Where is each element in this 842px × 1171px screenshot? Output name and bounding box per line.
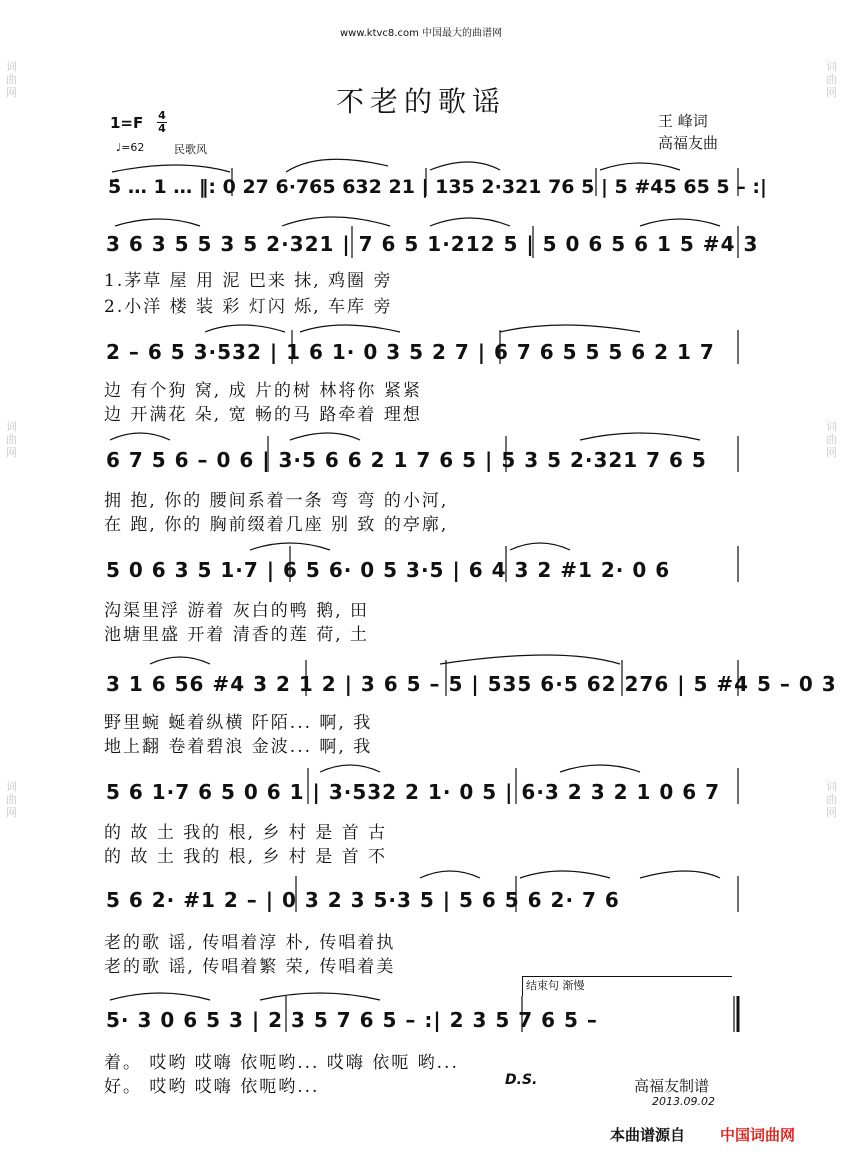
- meter-top: 4: [158, 109, 166, 122]
- lyric-row-8-verse-2: 好。 哎哟 哎嗨 依呃哟...: [104, 1077, 320, 1097]
- lyricist-credit: 王 峰词: [658, 112, 708, 130]
- notation-row-5: 3 1 6 56 #4 3 2 1 2 | 3 6 5 – 5 | 535 6·5 62 276 | 5 #4 5 – 0 3: [106, 672, 837, 696]
- site-name-link[interactable]: 中国词曲网: [720, 1126, 796, 1144]
- ending-tag: 结束句 渐慢: [522, 976, 732, 996]
- tempo-mark: ♩=62: [116, 141, 145, 154]
- composer-credit: 高福友曲: [658, 134, 719, 152]
- notation-row-1: 3 6 3 5 5 3 5 2·321 | 7 6 5 1·212 5 | 5 0 6 5 6 1 5 #4 3: [106, 232, 759, 256]
- notation-row-8: 5· 3 0 6 5 3 | 2 3 5 7 6 5 – :| 2 3 5 7 6 5 –: [106, 1008, 598, 1032]
- lyric-row-8-verse-1: 着。 哎哟 哎嗨 依呃哟... 哎嗨 依呃 哟...: [104, 1053, 459, 1073]
- lyric-row-4-verse-1: 沟渠里浮 游着 灰白的鸭 鹅, 田: [104, 601, 370, 621]
- lyric-row-6-verse-2: 的 故 土 我的 根, 乡 村 是 首 不: [104, 847, 388, 867]
- lyric-row-6-verse-1: 的 故 土 我的 根, 乡 村 是 首 古: [104, 823, 388, 843]
- notation-row-2: 2 – 6 5 3·532 | 1 6 1· 0 3 5 2 7 | 6 7 6 5 5 5 6 2 1 7: [106, 340, 715, 364]
- lyric-row-2-verse-1: 边 有个狗 窝, 成 片的树 林将你 紧紧: [104, 381, 422, 401]
- ds-mark: D.S.: [505, 1072, 538, 1088]
- score-date: 2013.09.02: [652, 1095, 715, 1108]
- lyric-row-5-verse-2: 地上翻 卷着碧浪 金波... 啊, 我: [104, 737, 373, 757]
- notation-row-7: 5 6 2· #1 2 – | 0 3 2 3 5·3 5 | 5 6 5 6 2· 7 6: [106, 888, 620, 912]
- notation-row-4: 5 0 6 3 5 1·7 | 6 5 6· 0 5 3·5 | 6 4 3 2 #1 2· 0 6: [106, 558, 671, 582]
- notation-row-6: 5 6 1·7 6 5 0 6 1 | 3·532 2 1· 0 5 | 6·3 2 3 2 1 0 6 7: [106, 780, 720, 804]
- watermark-left: 词曲网: [6, 60, 17, 99]
- watermark-right-3: 词曲网: [826, 780, 837, 819]
- lyric-row-3-verse-2: 在 跑, 你的 胸前缀着几座 别 致 的亭廓,: [104, 515, 449, 535]
- watermark-right: 词曲网: [826, 60, 837, 99]
- intro-notation: 5̇ … 1 … ‖: 0 27 6·765 632 21 | 135 2·321 76 5 | 5 #45 65 5 – :|: [108, 176, 767, 198]
- score-maker: 高福友制谱: [634, 1077, 710, 1095]
- style-mark: 民歌风: [174, 143, 207, 156]
- lyric-row-3-verse-1: 拥 抱, 你的 腰间系着一条 弯 弯 的小河,: [104, 491, 449, 511]
- source-url-line: www.ktvc8.com 中国最大的曲谱网: [339, 28, 502, 39]
- lyric-row-7-verse-2: 老的歌 谣, 传唱着繁 荣, 传唱着美: [104, 957, 396, 977]
- notation-row-3: 6 7 5 6 – 0 6 | 3·5 6 6 2 1 7 6 5 | 5 3 5 2·321 7 6 5: [106, 448, 707, 472]
- lyric-row-4-verse-2: 池塘里盛 开着 清香的莲 荷, 土: [104, 625, 370, 645]
- watermark-right-2: 词曲网: [826, 420, 837, 459]
- lyric-row-2-verse-2: 边 开满花 朵, 宽 畅的马 路牵着 理想: [104, 405, 422, 425]
- meter-bottom: 4: [158, 122, 166, 135]
- key-signature: 1=F: [110, 114, 144, 132]
- watermark-left-2: 词曲网: [6, 420, 17, 459]
- lyric-row-7-verse-1: 老的歌 谣, 传唱着淳 朴, 传唱着执: [104, 933, 396, 953]
- song-title: 不老的歌谣: [335, 85, 506, 118]
- watermark-left-3: 词曲网: [6, 780, 17, 819]
- lyric-row-1-verse-1: 1.茅草 屋 用 泥 巴来 抹, 鸡圈 旁: [104, 271, 393, 291]
- source-label: 本曲谱源自: [610, 1126, 686, 1144]
- lyric-row-5-verse-1: 野里蜿 蜒着纵横 阡陌... 啊, 我: [104, 713, 373, 733]
- lyric-row-1-verse-2: 2.小洋 楼 装 彩 灯闪 烁, 车库 旁: [104, 297, 393, 317]
